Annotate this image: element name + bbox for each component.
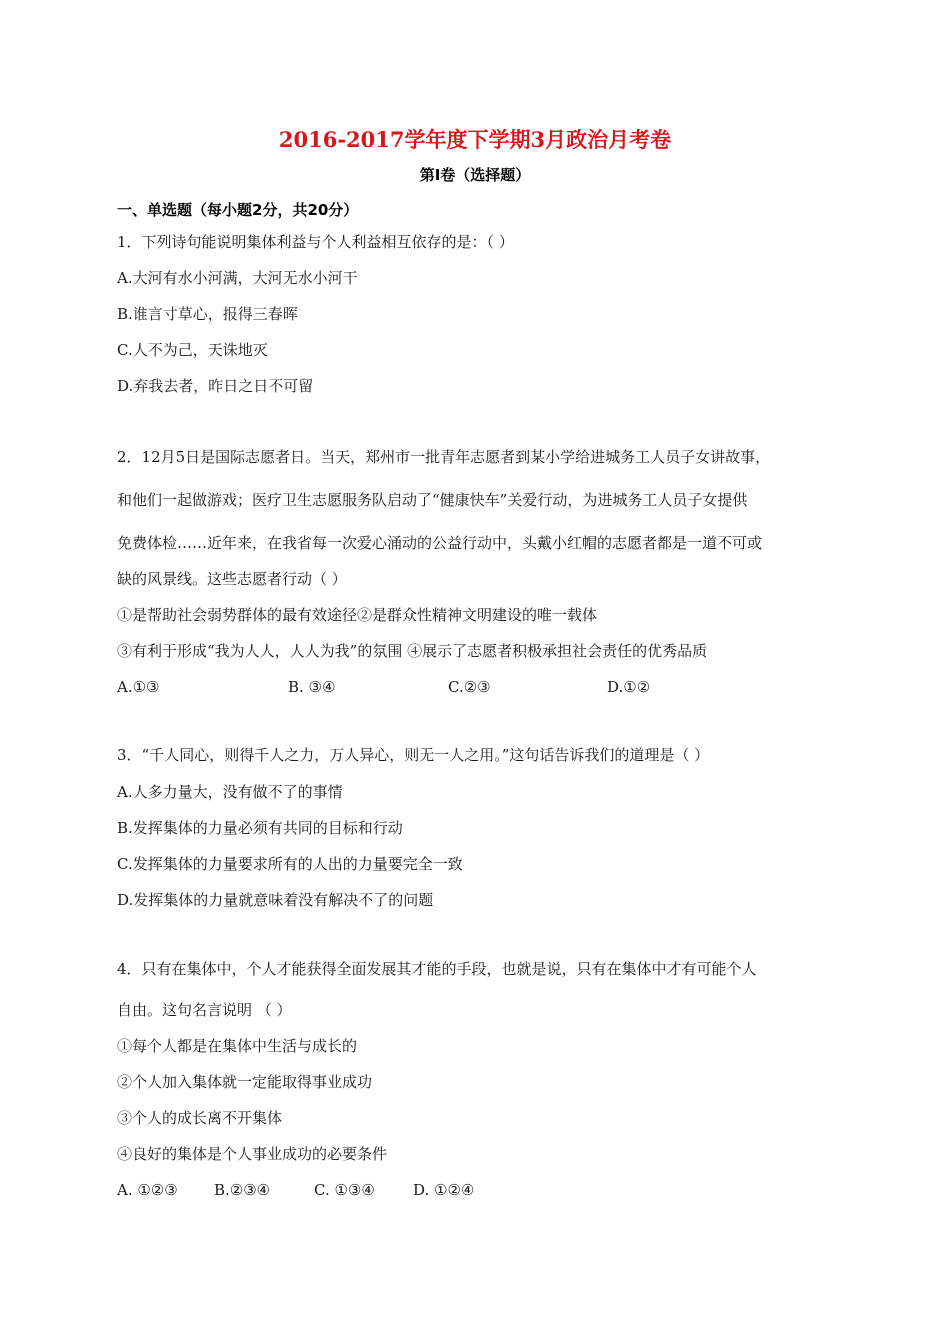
- question-2-line-4: 缺的风景线。这些志愿者行动（ ）: [117, 570, 347, 588]
- question-1-option-b: B.谁言寸草心，报得三春晖: [117, 305, 298, 323]
- question-2-line-1: 2．12月5日是国际志愿者日。当天，郑州市一批青年志愿者到某小学给进城务工人员子女讲故事，: [117, 448, 771, 466]
- question-4-statement-4: ④良好的集体是个人事业成功的必要条件: [117, 1145, 388, 1163]
- question-2-option-a: A.①③: [117, 678, 160, 696]
- question-4-statement-1: ①每个人都是在集体中生活与成长的: [117, 1037, 358, 1055]
- question-4-line-1: 4．只有在集体中，个人才能获得全面发展其才能的手段，也就是说，只有在集体中才有可能个人: [117, 960, 757, 978]
- question-2-statements-3-4: ③有利于形成“我为人人，人人为我”的氛围 ④展示了志愿者积极承担社会责任的优秀品质: [117, 642, 708, 660]
- question-2-statements-1-2: ①是帮助社会弱势群体的最有效途径②是群众性精神文明建设的唯一载体: [117, 606, 598, 624]
- question-3-option-d: D.发挥集体的力量就意味着没有解决不了的问题: [117, 891, 434, 909]
- question-4-option-b: B.②③④: [214, 1181, 271, 1199]
- question-1-option-d: D.弃我去者，昨日之日不可留: [117, 377, 314, 395]
- question-4-line-2: 自由。这句名言说明 （ ）: [117, 1001, 292, 1019]
- question-4-option-c: C. ①③④: [314, 1181, 375, 1199]
- question-1-stem: 1．下列诗句能说明集体利益与个人利益相互依存的是：（ ）: [117, 233, 514, 251]
- question-3-stem: 3．“千人同心，则得千人之力，万人异心，则无一人之用。”这句话告诉我们的道理是（ ）: [117, 746, 710, 764]
- question-2-option-c: C.②③: [448, 678, 491, 696]
- question-2-option-d: D.①②: [607, 678, 651, 696]
- question-3-option-c: C.发挥集体的力量要求所有的人出的力量要完全一致: [117, 855, 463, 873]
- question-4-option-d: D. ①②④: [413, 1181, 475, 1199]
- question-3-option-a: A.人多力量大，没有做不了的事情: [117, 783, 343, 801]
- question-2-option-b: B. ③④: [288, 678, 336, 696]
- question-1-option-a: A.大河有水小河满，大河无水小河干: [117, 269, 358, 287]
- question-3-option-b: B.发挥集体的力量必须有共同的目标和行动: [117, 819, 403, 837]
- section-heading: 一、单选题（每小题2分，共20分）: [117, 201, 359, 219]
- exam-title: 2016-2017学年度下学期3月政治月考卷: [278, 127, 672, 152]
- question-1-option-c: C.人不为己，天诛地灭: [117, 341, 268, 359]
- question-4-statement-2: ②个人加入集体就一定能取得事业成功: [117, 1073, 373, 1091]
- question-4-option-a: A. ①②③: [117, 1181, 178, 1199]
- question-2-line-2: 和他们一起做游戏；医疗卫生志愿服务队启动了“健康快车”关爱行动，为进城务工人员子女提供: [117, 491, 748, 509]
- question-2-line-3: 免费体检……近年来，在我省每一次爱心涌动的公益行动中，头戴小红帽的志愿者都是一道不可或: [117, 534, 763, 552]
- exam-part-subtitle: 第Ⅰ卷（选择题）: [419, 166, 531, 184]
- question-4-statement-3: ③个人的成长离不开集体: [117, 1109, 283, 1127]
